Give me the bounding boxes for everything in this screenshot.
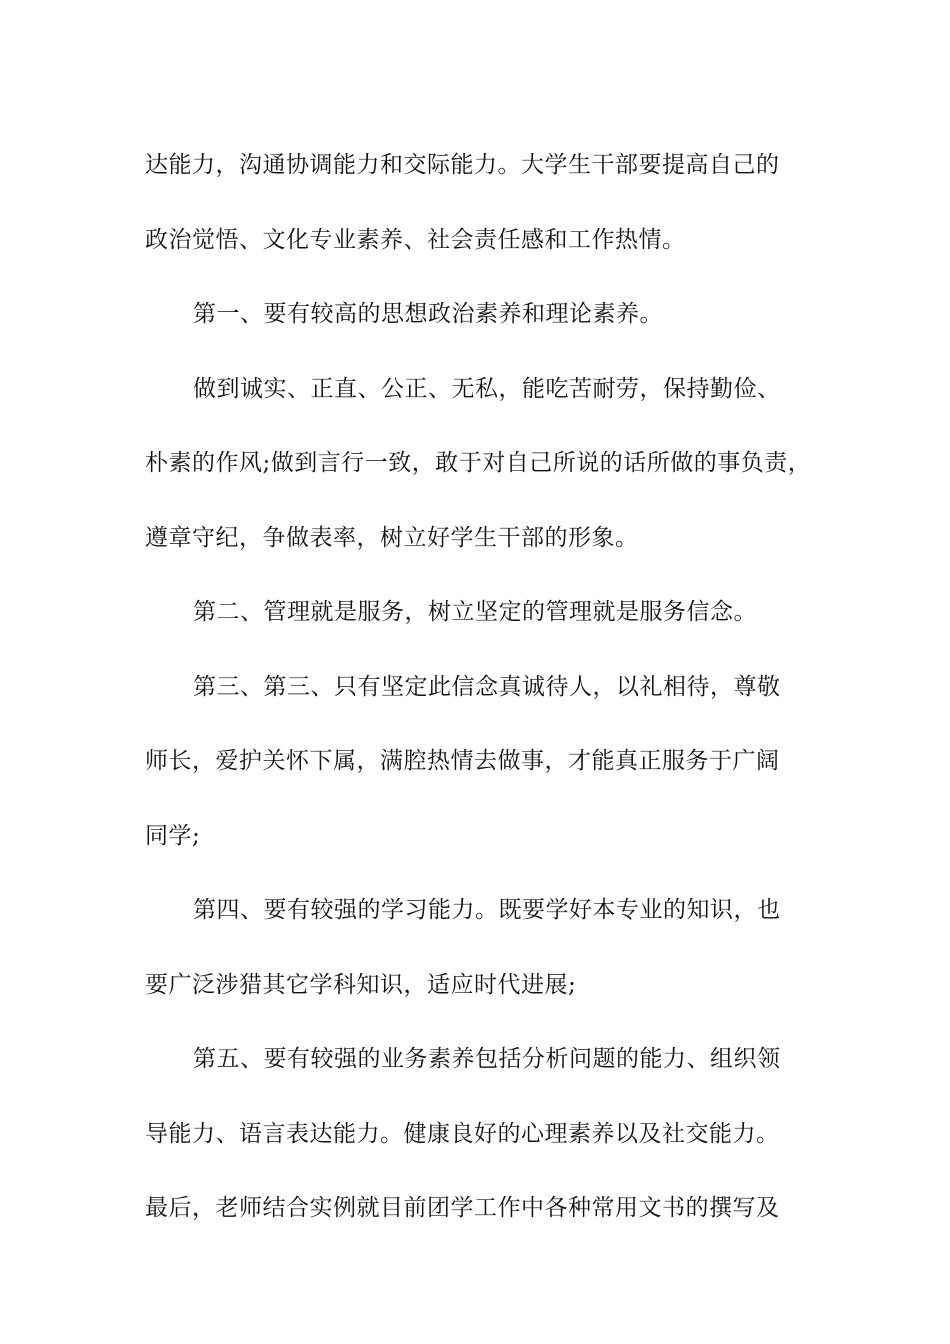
document-body bbox=[145, 128, 825, 1246]
text-line: 达能力，沟通协调能力和交际能力。大学生干部要提高自己的 bbox=[145, 152, 780, 178]
text-line: 第三、第三、只有坚定此信念真诚待人，以礼相待，尊敬 bbox=[193, 673, 781, 700]
text-line: 第五、要有较强的业务素养包括分析问题的能力、组织领 bbox=[193, 1046, 781, 1072]
text-line: 做到诚实、正直、公正、无私，能吃苦耐劳，保持勤俭、 bbox=[193, 375, 781, 402]
text-line: 要广泛涉猎其它学科知识，适应时代进展; bbox=[145, 971, 577, 998]
text-line: 第一、要有较高的思想政治素养和理论素养。 bbox=[193, 301, 663, 327]
text-line: 师长，爱护关怀下属，满腔热情去做事，才能真正服务于广阔 bbox=[145, 748, 780, 774]
text-line: 朴素的作风;做到言行一致，敢于对自己所说的话所做的事负责， bbox=[145, 450, 812, 476]
text-line: 第二、管理就是服务，树立坚定的管理就是服务信念。 bbox=[193, 599, 757, 625]
text-line: 同学; bbox=[145, 822, 201, 849]
text-line: 导能力、语言表达能力。健康良好的心理素养以及社交能力。 bbox=[145, 1120, 780, 1147]
text-line: 第四、要有较强的学习能力。既要学好本专业的知识，也 bbox=[193, 897, 781, 923]
text-line: 最后，老师结合实例就目前团学工作中各种常用文书的撰写及 bbox=[145, 1195, 780, 1221]
text-line: 政治觉悟、文化专业素养、社会责任感和工作热情。 bbox=[145, 226, 686, 253]
text-line: 遵章守纪，争做表率，树立好学生干部的形象。 bbox=[145, 524, 639, 551]
